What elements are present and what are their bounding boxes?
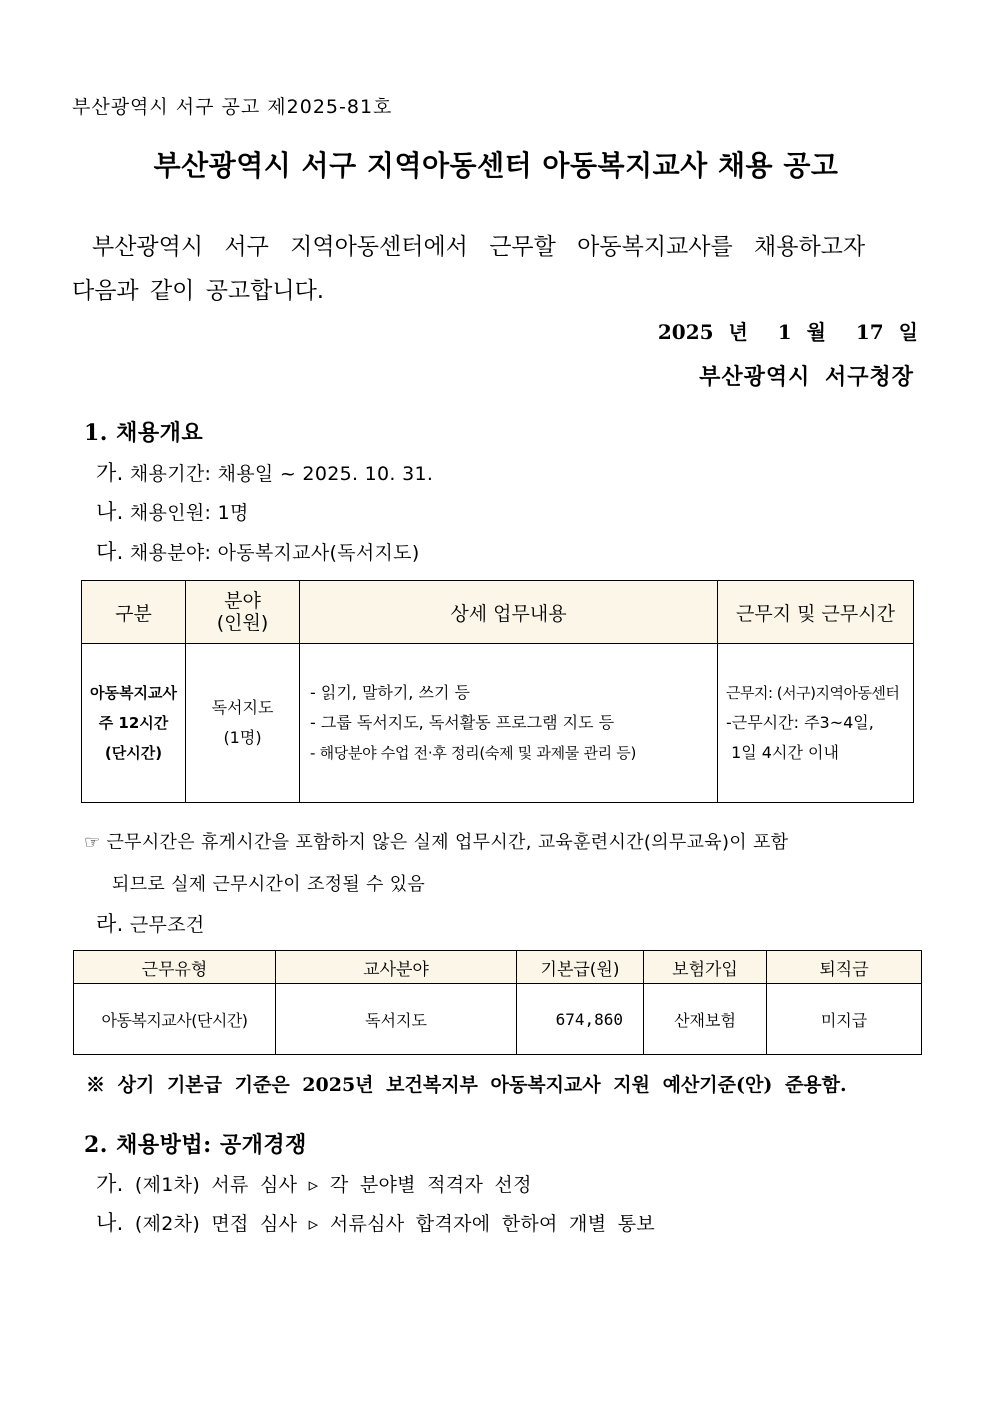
work-conditions-table <box>73 950 922 1055</box>
duty-line: - 읽기, 말하기, 쓰기 등 <box>310 683 470 702</box>
item-text: 채용분야: 아동복지교사(독서지도) <box>129 542 420 564</box>
item-marker: 나. <box>96 1211 124 1235</box>
cell-severance: 미지급 <box>767 984 922 1055</box>
item-marker: 라. <box>96 912 124 936</box>
header-category: 구분 <box>82 581 186 644</box>
table-header-row <box>74 951 922 984</box>
location-line: -근무시간: 주3~4일, <box>726 713 874 732</box>
field-line: (1명) <box>223 728 262 747</box>
header-duties: 상세 업무내용 <box>300 581 718 644</box>
work-hours-note-line-2: 되므로 실제 근무시간이 조정될 수 있음 <box>112 874 426 895</box>
intro-line-2: 다음과 같이 공고합니다. <box>72 278 325 304</box>
header-teacher-field: 교사분야 <box>276 951 517 984</box>
duty-line: - 해당분야 수업 전·후 정리(숙제 및 과제물 관리 등) <box>310 744 637 762</box>
header-field <box>186 581 300 644</box>
location-line: 1일 4시간 이내 <box>726 743 839 762</box>
header-base-salary: 기본급(원) <box>517 951 644 984</box>
item-marker: 다. <box>96 540 124 564</box>
overview-item-headcount <box>96 496 249 526</box>
page-title: 부산광역시 서구 지역아동센터 아동복지교사 채용 공고 <box>153 149 839 182</box>
header-insurance: 보험가입 <box>644 951 767 984</box>
item-marker: 나. <box>96 500 124 524</box>
category-line: 주 12시간 <box>98 714 169 732</box>
section-1-heading: 1. 채용개요 <box>84 420 204 446</box>
salary-basis-note: ※ 상기 기본급 기준은 2025년 보건복지부 아동복지교사 지원 예산기준(안) 준용함. <box>86 1074 847 1096</box>
item-text: (제2차) 면접 심사 ▹ 서류심사 합격자에 한하여 개별 통보 <box>134 1213 656 1235</box>
header-field-line-2: (인원) <box>216 612 269 634</box>
issuer-name: 부산광역시 서구청장 <box>699 364 914 390</box>
announcement-date: 2025 년 1 월 17 일 <box>657 320 918 344</box>
cell-field <box>186 644 300 803</box>
duty-line: - 그룹 독서지도, 독서활동 프로그램 지도 등 <box>310 713 615 732</box>
work-hours-note-line-1: ☞ 근무시간은 휴게시간을 포함하지 않은 실제 업무시간, 교육훈련시간(의무교육)이 포함 <box>84 832 789 853</box>
intro-line-1: 부산광역시 서구 지역아동센터에서 근무할 아동복지교사를 채용하고자 <box>92 234 866 260</box>
method-item-document-review <box>96 1168 532 1198</box>
overview-item-period <box>96 457 433 487</box>
item-text: 채용기간: 채용일 ~ 2025. 10. 31. <box>129 463 434 485</box>
conditions-heading <box>96 908 205 938</box>
item-marker: 가. <box>96 461 124 485</box>
table-row <box>82 644 914 803</box>
cell-work-type: 아동복지교사(단시간) <box>74 984 276 1055</box>
overview-item-field <box>96 536 420 566</box>
header-location-hours: 근무지 및 근무시간 <box>718 581 914 644</box>
header-severance: 퇴직금 <box>767 951 922 984</box>
table-row <box>74 984 922 1055</box>
header-field-line-1: 분야 <box>224 590 261 612</box>
table-header-row <box>82 581 914 644</box>
cell-base-salary: 674,860 <box>517 984 644 1055</box>
cell-duties <box>300 644 718 803</box>
notice-number: 부산광역시 서구 공고 제2025-81호 <box>72 96 393 118</box>
category-line: 아동복지교사 <box>90 684 177 702</box>
section-2-heading: 2. 채용방법: 공개경쟁 <box>84 1132 307 1158</box>
location-line: 근무지: (서구)지역아동센터 <box>726 684 900 702</box>
category-line: (단시간) <box>104 744 163 762</box>
cell-insurance: 산재보험 <box>644 984 767 1055</box>
item-text: (제1차) 서류 심사 ▹ 각 분야별 적격자 선정 <box>134 1174 532 1196</box>
item-marker: 가. <box>96 1172 124 1196</box>
cell-teacher-field: 독서지도 <box>276 984 517 1055</box>
item-text: 근무조건 <box>129 914 205 936</box>
field-line: 독서지도 <box>211 698 274 717</box>
header-work-type: 근무유형 <box>74 951 276 984</box>
cell-category <box>82 644 186 803</box>
item-text: 채용인원: 1명 <box>129 502 249 524</box>
job-details-table <box>81 580 914 803</box>
cell-location-hours <box>718 644 914 803</box>
method-item-interview <box>96 1207 655 1237</box>
